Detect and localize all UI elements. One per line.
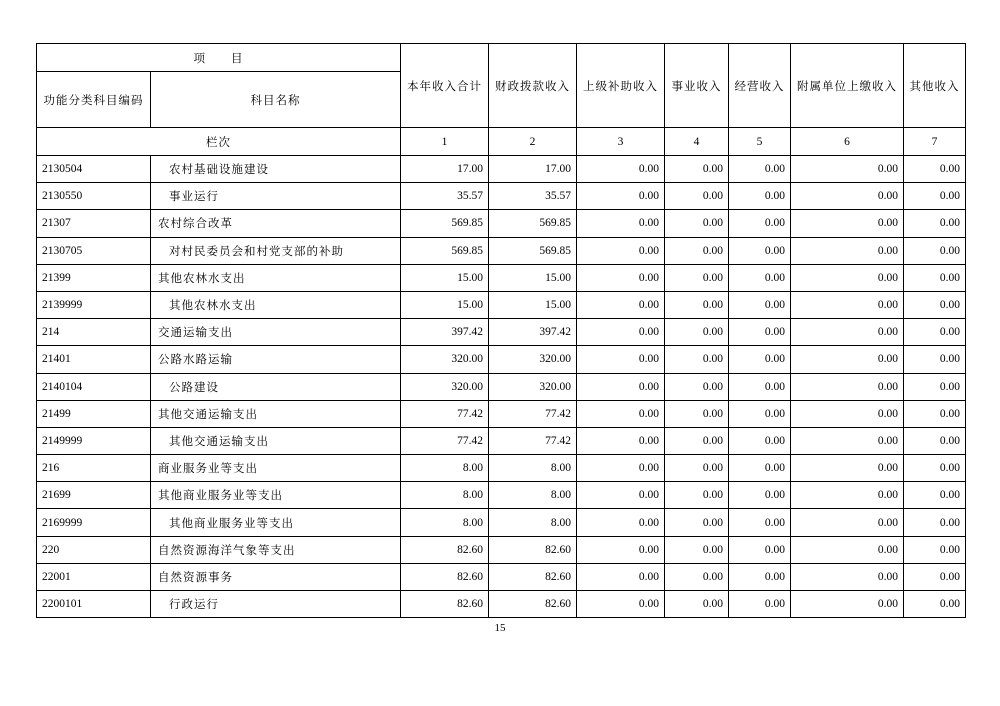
row-value: 0.00 (577, 536, 665, 563)
row-value: 17.00 (489, 156, 577, 183)
row-value: 0.00 (904, 509, 966, 536)
index-number: 3 (577, 128, 665, 156)
row-value: 0.00 (729, 563, 791, 590)
row-value: 82.60 (401, 591, 489, 618)
row-value: 0.00 (577, 291, 665, 318)
row-value: 15.00 (489, 291, 577, 318)
row-value: 0.00 (791, 183, 904, 210)
row-value: 0.00 (904, 563, 966, 590)
row-value: 0.00 (904, 319, 966, 346)
row-code: 2130504 (37, 156, 151, 183)
income-budget-table (36, 43, 966, 618)
row-name: 其他农林水支出 (151, 264, 401, 291)
table-row (37, 563, 966, 590)
table-row (37, 591, 966, 618)
row-value: 320.00 (489, 346, 577, 373)
row-value: 0.00 (791, 210, 904, 237)
table-row (37, 427, 966, 454)
header-col-other-income: 其他收入 (904, 44, 966, 128)
row-name: 事业运行 (151, 183, 401, 210)
row-value: 0.00 (729, 509, 791, 536)
row-value: 0.00 (665, 536, 729, 563)
header-col-total-income: 本年收入合计 (401, 44, 489, 128)
row-value: 0.00 (729, 346, 791, 373)
row-value: 0.00 (577, 237, 665, 264)
row-value: 0.00 (904, 482, 966, 509)
row-value: 0.00 (791, 237, 904, 264)
row-code: 2140104 (37, 373, 151, 400)
row-value: 0.00 (729, 536, 791, 563)
row-value: 0.00 (904, 455, 966, 482)
row-code: 216 (37, 455, 151, 482)
row-value: 0.00 (904, 373, 966, 400)
row-value: 0.00 (729, 400, 791, 427)
header-col-code: 功能分类科目编码 (37, 72, 151, 128)
row-value: 320.00 (489, 373, 577, 400)
row-value: 397.42 (401, 319, 489, 346)
row-value: 0.00 (729, 237, 791, 264)
index-number: 7 (904, 128, 966, 156)
row-value: 0.00 (665, 291, 729, 318)
table-row (37, 509, 966, 536)
row-value: 8.00 (489, 482, 577, 509)
index-number: 1 (401, 128, 489, 156)
table-row (37, 264, 966, 291)
row-value: 0.00 (577, 563, 665, 590)
row-value: 0.00 (904, 427, 966, 454)
row-value: 0.00 (665, 400, 729, 427)
row-value: 0.00 (577, 156, 665, 183)
table-row (37, 455, 966, 482)
row-name: 其他农林水支出 (151, 291, 401, 318)
row-value: 0.00 (665, 455, 729, 482)
row-value: 0.00 (791, 156, 904, 183)
row-value: 0.00 (729, 264, 791, 291)
row-value: 0.00 (904, 400, 966, 427)
row-value: 8.00 (401, 509, 489, 536)
row-value: 8.00 (489, 455, 577, 482)
row-value: 0.00 (577, 455, 665, 482)
row-value: 0.00 (577, 482, 665, 509)
row-value: 0.00 (665, 210, 729, 237)
row-value: 15.00 (401, 264, 489, 291)
row-code: 220 (37, 536, 151, 563)
row-value: 0.00 (904, 264, 966, 291)
header-item: 项 目 (37, 44, 401, 72)
row-value: 0.00 (791, 427, 904, 454)
row-value: 0.00 (665, 509, 729, 536)
row-value: 0.00 (577, 591, 665, 618)
row-value: 0.00 (791, 319, 904, 346)
row-value: 0.00 (577, 373, 665, 400)
row-value: 0.00 (577, 509, 665, 536)
row-value: 17.00 (401, 156, 489, 183)
row-value: 77.42 (489, 400, 577, 427)
row-value: 77.42 (401, 400, 489, 427)
table-row (37, 482, 966, 509)
row-value: 15.00 (401, 291, 489, 318)
row-name: 商业服务业等支出 (151, 455, 401, 482)
row-name: 交通运输支出 (151, 319, 401, 346)
row-name: 自然资源海洋气象等支出 (151, 536, 401, 563)
row-value: 320.00 (401, 346, 489, 373)
table-body (37, 156, 966, 618)
row-value: 0.00 (791, 373, 904, 400)
column-index-row (37, 128, 966, 156)
row-code: 21399 (37, 264, 151, 291)
row-value: 0.00 (904, 210, 966, 237)
row-value: 0.00 (665, 183, 729, 210)
row-value: 0.00 (729, 156, 791, 183)
row-value: 0.00 (665, 319, 729, 346)
row-value: 82.60 (489, 591, 577, 618)
row-value: 0.00 (577, 183, 665, 210)
table-row (37, 346, 966, 373)
row-value: 0.00 (577, 346, 665, 373)
table-row (37, 291, 966, 318)
row-value: 0.00 (577, 319, 665, 346)
table-row (37, 210, 966, 237)
index-number: 2 (489, 128, 577, 156)
row-value: 77.42 (489, 427, 577, 454)
row-value: 82.60 (489, 536, 577, 563)
row-value: 8.00 (489, 509, 577, 536)
table-row (37, 156, 966, 183)
row-value: 0.00 (577, 210, 665, 237)
row-code: 2130550 (37, 183, 151, 210)
header-col-operating-income: 经营收入 (729, 44, 791, 128)
row-name: 公路水路运输 (151, 346, 401, 373)
header-col-fiscal-appropriation: 财政拨款收入 (489, 44, 577, 128)
row-value: 0.00 (791, 400, 904, 427)
row-value: 569.85 (489, 237, 577, 264)
row-name: 其他交通运输支出 (151, 400, 401, 427)
table-row (37, 319, 966, 346)
row-code: 21699 (37, 482, 151, 509)
row-value: 0.00 (791, 455, 904, 482)
row-code: 2200101 (37, 591, 151, 618)
row-value: 569.85 (401, 237, 489, 264)
row-value: 0.00 (904, 156, 966, 183)
row-name: 农村综合改革 (151, 210, 401, 237)
header-col-affiliated-remittance: 附属单位上缴收入 (791, 44, 904, 128)
row-value: 0.00 (729, 291, 791, 318)
row-value: 569.85 (401, 210, 489, 237)
row-value: 0.00 (665, 591, 729, 618)
row-code: 2169999 (37, 509, 151, 536)
row-value: 0.00 (665, 237, 729, 264)
row-value: 0.00 (665, 563, 729, 590)
index-number: 5 (729, 128, 791, 156)
row-value: 0.00 (904, 591, 966, 618)
row-value: 0.00 (904, 291, 966, 318)
row-code: 214 (37, 319, 151, 346)
row-code: 2130705 (37, 237, 151, 264)
index-label: 栏次 (37, 128, 401, 156)
row-value: 0.00 (791, 346, 904, 373)
row-value: 0.00 (729, 373, 791, 400)
row-value: 0.00 (665, 427, 729, 454)
budget-sheet (36, 43, 965, 618)
row-value: 569.85 (489, 210, 577, 237)
row-value: 8.00 (401, 482, 489, 509)
row-value: 0.00 (665, 156, 729, 183)
row-value: 0.00 (729, 455, 791, 482)
row-value: 0.00 (904, 183, 966, 210)
row-value: 8.00 (401, 455, 489, 482)
row-value: 0.00 (904, 237, 966, 264)
row-value: 0.00 (791, 264, 904, 291)
row-value: 0.00 (729, 319, 791, 346)
row-name: 自然资源事务 (151, 563, 401, 590)
row-value: 35.57 (489, 183, 577, 210)
row-value: 0.00 (665, 373, 729, 400)
row-value: 0.00 (729, 210, 791, 237)
row-code: 21401 (37, 346, 151, 373)
row-value: 0.00 (665, 346, 729, 373)
page-number: 15 (494, 622, 506, 634)
row-code: 2139999 (37, 291, 151, 318)
header-col-name: 科目名称 (151, 72, 401, 128)
row-name: 其他交通运输支出 (151, 427, 401, 454)
row-value: 82.60 (401, 563, 489, 590)
row-value: 0.00 (577, 400, 665, 427)
row-value: 82.60 (401, 536, 489, 563)
row-value: 15.00 (489, 264, 577, 291)
row-value: 0.00 (577, 427, 665, 454)
row-name: 对村民委员会和村党支部的补助 (151, 237, 401, 264)
row-code: 21499 (37, 400, 151, 427)
row-value: 0.00 (729, 183, 791, 210)
row-code: 22001 (37, 563, 151, 590)
row-value: 0.00 (791, 536, 904, 563)
row-name: 其他商业服务业等支出 (151, 509, 401, 536)
table-row (37, 536, 966, 563)
header-col-superior-subsidy: 上级补助收入 (577, 44, 665, 128)
row-value: 0.00 (729, 591, 791, 618)
row-value: 0.00 (729, 482, 791, 509)
row-name: 公路建设 (151, 373, 401, 400)
table-row (37, 237, 966, 264)
table-row (37, 183, 966, 210)
row-code: 21307 (37, 210, 151, 237)
row-value: 0.00 (577, 264, 665, 291)
row-name: 其他商业服务业等支出 (151, 482, 401, 509)
row-value: 0.00 (791, 563, 904, 590)
row-value: 0.00 (791, 291, 904, 318)
row-name: 行政运行 (151, 591, 401, 618)
row-value: 0.00 (904, 536, 966, 563)
row-value: 0.00 (791, 591, 904, 618)
row-value: 0.00 (791, 509, 904, 536)
row-value: 397.42 (489, 319, 577, 346)
table-row (37, 373, 966, 400)
row-value: 0.00 (729, 427, 791, 454)
row-value: 320.00 (401, 373, 489, 400)
row-value: 0.00 (665, 482, 729, 509)
index-number: 4 (665, 128, 729, 156)
table-row (37, 400, 966, 427)
header-col-business-income: 事业收入 (665, 44, 729, 128)
index-number: 6 (791, 128, 904, 156)
row-value: 0.00 (791, 482, 904, 509)
row-value: 0.00 (904, 346, 966, 373)
row-code: 2149999 (37, 427, 151, 454)
row-value: 0.00 (665, 264, 729, 291)
row-value: 35.57 (401, 183, 489, 210)
row-name: 农村基础设施建设 (151, 156, 401, 183)
row-value: 77.42 (401, 427, 489, 454)
row-value: 82.60 (489, 563, 577, 590)
